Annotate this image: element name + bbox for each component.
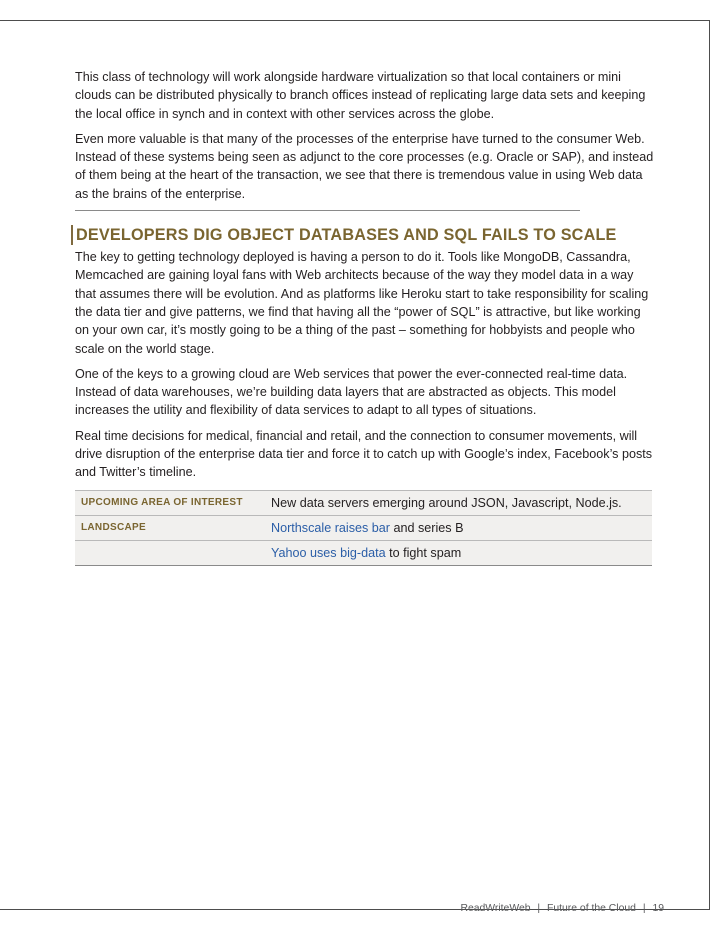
table-row-label: UPCOMING AREA OF INTEREST xyxy=(75,490,271,515)
section-paragraph-3: Real time decisions for medical, financial and retail, and the connection to consumer movements, will drive disruption of the enterprise data tier and force it to catch up with Google’s index, Facebook’s posts and Twitter’s timeline. xyxy=(75,428,653,480)
footer-separator: | xyxy=(642,903,646,914)
northscale-link[interactable]: Northscale raises bar xyxy=(271,520,390,535)
interest-table xyxy=(75,490,652,566)
table-row xyxy=(75,490,652,515)
page-frame-right xyxy=(709,20,710,909)
table-row xyxy=(75,515,652,540)
intro-paragraph-1: This class of technology will work alongside hardware virtualization so that local containers or mini clouds can be distributed physically to branch offices instead of replicating large data sets and keeping the local office in synch and in context with other services across the globe. xyxy=(75,70,646,121)
section-paragraph-2: One of the keys to a growing cloud are Web services that power the ever-connected real-time data. Instead of data warehouses, we’re building data layers that are abstracted as objects. This model increases the utility and flexibility of data services to adapt to all types of situations. xyxy=(75,366,628,418)
page-footer xyxy=(460,903,664,914)
footer-title: Future of the Cloud xyxy=(547,903,636,914)
section-heading: DEVELOPERS DIG OBJECT DATABASES AND SQL FAILS TO SCALE xyxy=(76,226,617,245)
table-row-value: New data servers emerging around JSON, Javascript, Node.js. xyxy=(271,490,652,515)
section-paragraph-1: The key to getting technology deployed is having a person to do it. Tools like MongoDB, Cassandra, Memcached are gaining loyal fans with Web architects because of the way they model data in a way that assumes there will be evolution. And as platforms like Heroku start to take responsibility for scaling the data tier and give patterns, we find that having all the “power of SQL” is attractive, but like working on your own car, it’s mostly going to be a thing of the past – something for hobbyists and people who scale on the world stage. xyxy=(75,250,649,356)
table-row-value xyxy=(271,540,652,565)
page-frame-top xyxy=(0,20,709,21)
table-row xyxy=(75,540,652,565)
table-row-label: LANDSCAPE xyxy=(75,515,271,540)
footer-separator: | xyxy=(537,903,541,914)
table-row-value-text: and series B xyxy=(390,520,464,535)
yahoo-link[interactable]: Yahoo uses big-data xyxy=(271,545,386,560)
table-row-value-text: to fight spam xyxy=(385,545,462,560)
footer-publisher: ReadWriteWeb xyxy=(460,903,531,914)
table-row-label xyxy=(75,540,271,565)
page-content xyxy=(75,68,655,566)
intro-paragraph-2: Even more valuable is that many of the processes of the enterprise have turned to the consumer Web. Instead of these systems being seen as adjunct to the core processes (e.g. Oracle or SAP), and instead of them being at the heart of the transaction, we see that there is tremendous value in using Web data as the brains of the enterprise. xyxy=(75,131,654,201)
table-row-value xyxy=(271,515,652,540)
section-heading-block xyxy=(71,225,655,245)
section-divider xyxy=(75,210,580,211)
page-number: 19 xyxy=(652,903,664,914)
